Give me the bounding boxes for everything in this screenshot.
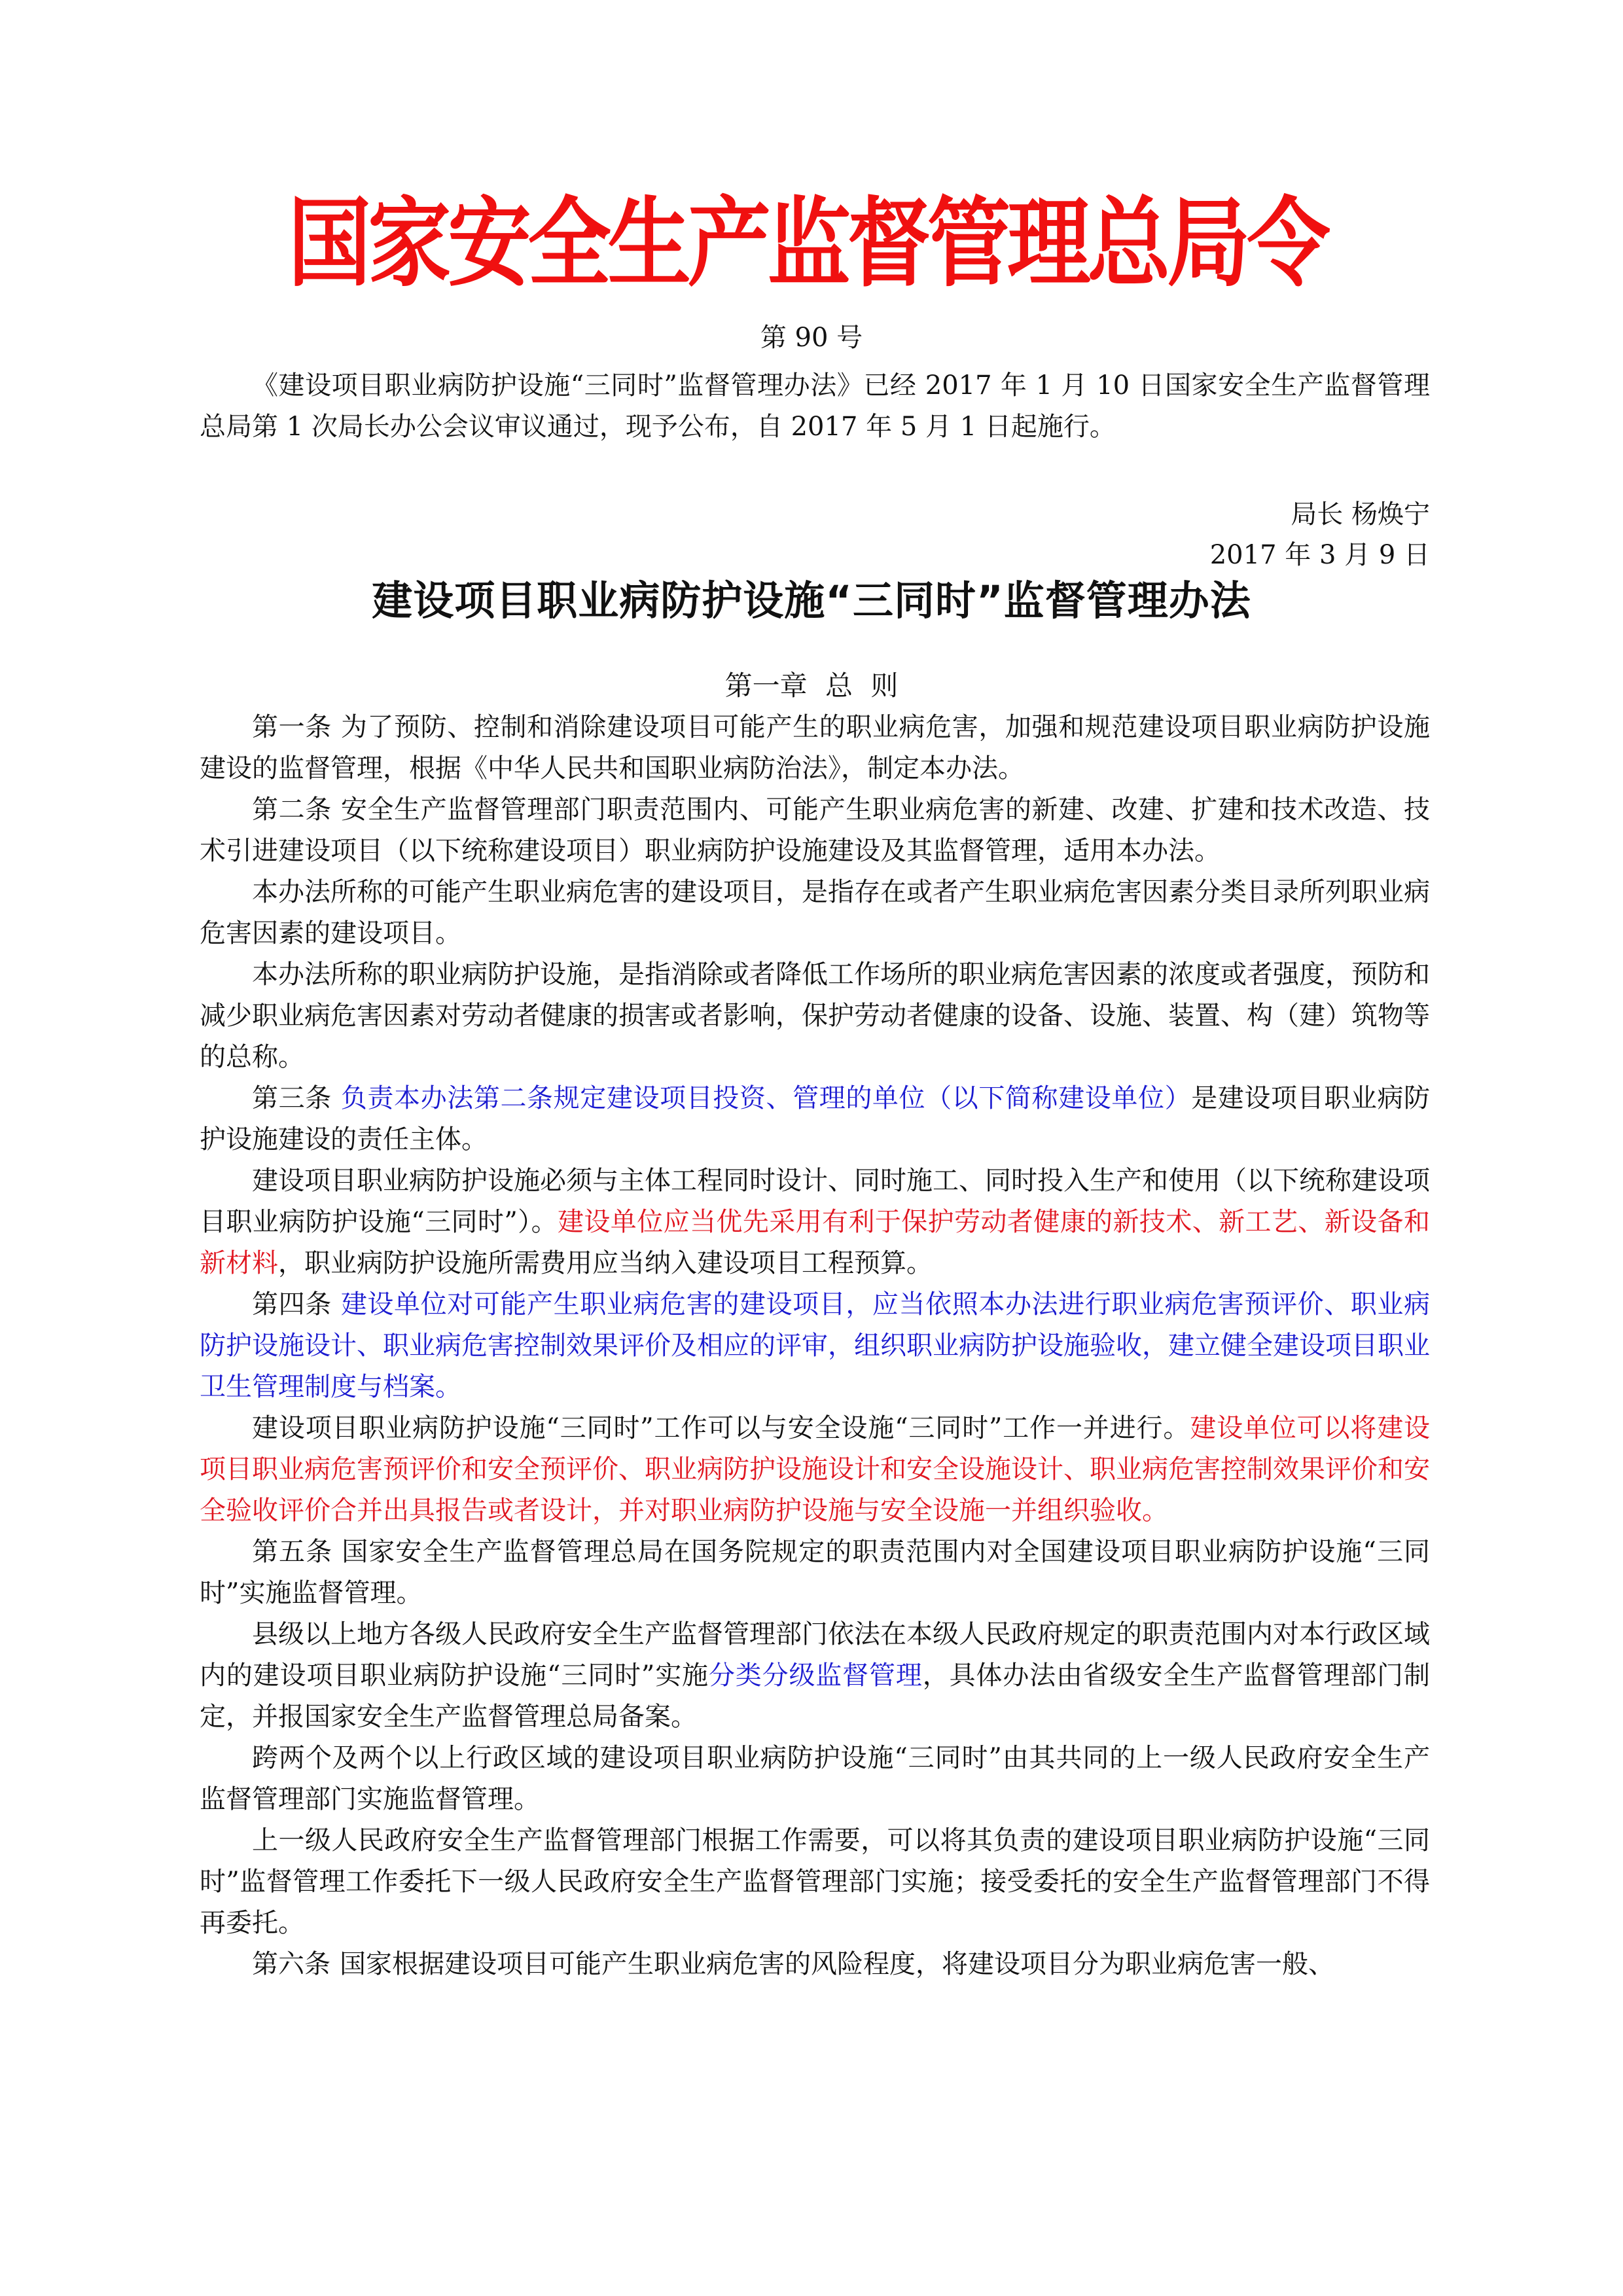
- article-text: 是建设项目职业病防护设施建设的责任主体。: [200, 1083, 1431, 1155]
- article-paragraph: [200, 1408, 1430, 1532]
- article-paragraph: [200, 872, 1430, 954]
- article-number: 第一条: [252, 712, 332, 742]
- promulgation-text: 《建设项目职业病防护设施“三同时”监督管理办法》已经 2017 年 1 月 10 日国家安全生产监督管理总局第 1 次局长办公会议审议通过，现予公布，自 2017 年 5 月 1 日起施行。: [200, 370, 1430, 442]
- article-text: 国家安全生产监督管理总局在国务院规定的职责范围内对全国建设项目职业病防护设施“三同时”实施监督管理。: [200, 1537, 1431, 1608]
- article-number: 第六条: [252, 1949, 330, 1979]
- article-paragraph: [200, 1078, 1430, 1160]
- article-paragraph: [200, 1820, 1430, 1944]
- highlight-blue-text: 负责本办法第二条规定建设项目投资、管理的单位（以下简称建设单位）: [340, 1083, 1192, 1113]
- article-number: 第三条: [252, 1083, 332, 1113]
- article-text: 本办法所称的职业病防护设施，是指消除或者降低工作场所的职业病危害因素的浓度或者强度，预防和减少职业病危害因素对劳动者健康的损害或者影响，保护劳动者健康的设备、设施、装置、构（建）筑物等的总称。: [200, 960, 1430, 1072]
- article-paragraph: [200, 1284, 1430, 1408]
- article-number: 第二条: [252, 795, 332, 825]
- signature-date: 2017 年 3 月 9 日: [1209, 540, 1430, 570]
- articles-body: [200, 707, 1430, 1985]
- article-paragraph: [200, 1614, 1430, 1738]
- article-text: 国家根据建设项目可能产生职业病危害的风险程度，将建设项目分为职业病危害一般、: [340, 1949, 1334, 1979]
- article-paragraph: [200, 789, 1430, 872]
- highlight-blue-text: 建设单位对可能产生职业病危害的建设项目，应当依照本办法进行职业病危害预评价、职业病防护设施设计、职业病危害控制效果评价及相应的评审，组织职业病防护设施验收，建立健全建设项目职业卫生管理制度与档案。: [200, 1289, 1431, 1402]
- article-text: 本办法所称的可能产生职业病危害的建设项目，是指存在或者产生职业病危害因素分类目录所列职业病危害因素的建设项目。: [200, 877, 1430, 948]
- article-text: ，职业病防护设施所需费用应当纳入建设项目工程预算。: [278, 1248, 933, 1278]
- article-text: 建设项目职业病防护设施“三同时”工作可以与安全设施“三同时”工作一并进行。: [252, 1413, 1190, 1443]
- article-text: 建设项目职业病防护设施必须与主体工程同时设计、同时施工、同时投入生产和使用（以下统称建设项目职业病防护设施“三同时”）。: [200, 1166, 1430, 1237]
- article-paragraph: [200, 1532, 1430, 1614]
- article-number: 第五条: [252, 1537, 333, 1567]
- article-text: 为了预防、控制和消除建设项目可能产生的职业病危害，加强和规范建设项目职业病防护设施建设的监督管理，根据《中华人民共和国职业病防治法》，制定本办法。: [200, 712, 1431, 783]
- highlight-red-text: 建设单位可以将建设项目职业病危害预评价和安全预评价、职业病防护设施设计和安全设施设计、职业病危害控制效果评价和安全验收评价合并出具报告或者设计，并对职业病防护设施与安全设施一并组织验收。: [200, 1413, 1431, 1526]
- article-paragraph: [200, 1944, 1430, 1985]
- article-number: 第四条: [252, 1289, 332, 1319]
- promulgation-block: [200, 365, 1430, 448]
- document-title: 建设项目职业病防护设施“三同时”监督管理办法: [372, 577, 1251, 624]
- article-text: 上一级人民政府安全生产监督管理部门根据工作需要，可以将其负责的建设项目职业病防护设施“三同时”监督管理工作委托下一级人民政府安全生产监督管理部门实施；接受委托的安全生产监督管理部门不得再委托。: [200, 1825, 1430, 1938]
- signature-title-name: 局长 杨焕宁: [1291, 499, 1430, 529]
- highlight-red-text: 建设单位应当优先采用有利于保护劳动者健康的新技术、新工艺、新设备和新材料: [200, 1207, 1430, 1278]
- article-text: 县级以上地方各级人民政府安全生产监督管理部门依法在本级人民政府规定的职责范围内对本行政区域内的建设项目职业病防护设施“三同时”实施: [200, 1619, 1430, 1691]
- article-text: ，具体办法由省级安全生产监督管理部门制定，并报国家安全生产监督管理总局备案。: [200, 1660, 1431, 1732]
- article-text: 跨两个及两个以上行政区域的建设项目职业病防护设施“三同时”由其共同的上一级人民政府安全生产监督管理部门实施监督管理。: [200, 1743, 1430, 1814]
- order-number: 第 90 号: [760, 323, 863, 353]
- article-paragraph: [200, 954, 1430, 1078]
- highlight-blue-text: 分类分级监督管理: [708, 1660, 923, 1691]
- chapter-heading: 第一章 总 则: [724, 670, 899, 702]
- article-paragraph: [200, 707, 1430, 789]
- masthead-title: 国家安全生产监督管理总局令: [288, 187, 1327, 300]
- article-paragraph: [200, 1160, 1430, 1284]
- article-paragraph: [200, 1738, 1430, 1820]
- article-text: 安全生产监督管理部门职责范围内、可能产生职业病危害的新建、改建、扩建和技术改造、技术引进建设项目（以下统称建设项目）职业病防护设施建设及其监督管理，适用本办法。: [200, 795, 1431, 866]
